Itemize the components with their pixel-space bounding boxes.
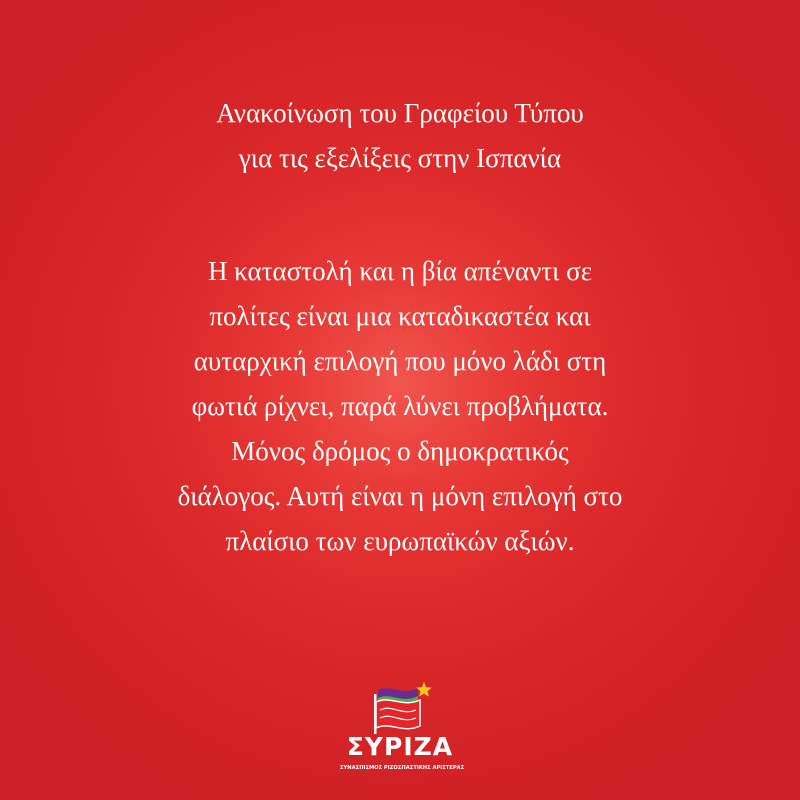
body-line: διάλογος. Αυτή είναι η μόνη επιλογή στο: [177, 481, 623, 511]
announcement-heading: [0, 91, 800, 181]
heading-line: Ανακοίνωση του Γραφείου Τύπου: [216, 98, 584, 128]
body-line: αυταρχική επιλογή που μόνο λάδι στη: [193, 346, 607, 376]
body-line: πολίτες είναι μια καταδικαστέα και: [209, 301, 591, 331]
heading-line: για τις εξελίξεις στην Ισπανία: [238, 143, 562, 173]
body-line: φωτιά ρίχνει, παρά λύνει προβλήματα.: [191, 391, 609, 421]
logo-tagline: ΣΥΝΑΣΠΙΣΜΟΣ ΡΙΖΟΣΠΑΣΤΙΚΗΣ ΑΡΙΣΤΕΡΑΣ: [340, 765, 465, 771]
body-line: Η καταστολή και η βία απέναντι σε: [207, 256, 593, 286]
announcement-body: [0, 249, 800, 564]
body-line: πλαίσιο των ευρωπαϊκών αξιών.: [225, 526, 575, 556]
logo-name: ΣΥΡΙΖΑ: [346, 732, 454, 761]
syriza-logo: [340, 680, 465, 790]
body-line: Μόνος δρόμος ο δημοκρατικός: [231, 436, 569, 466]
flag-with-star-icon: [366, 680, 434, 736]
